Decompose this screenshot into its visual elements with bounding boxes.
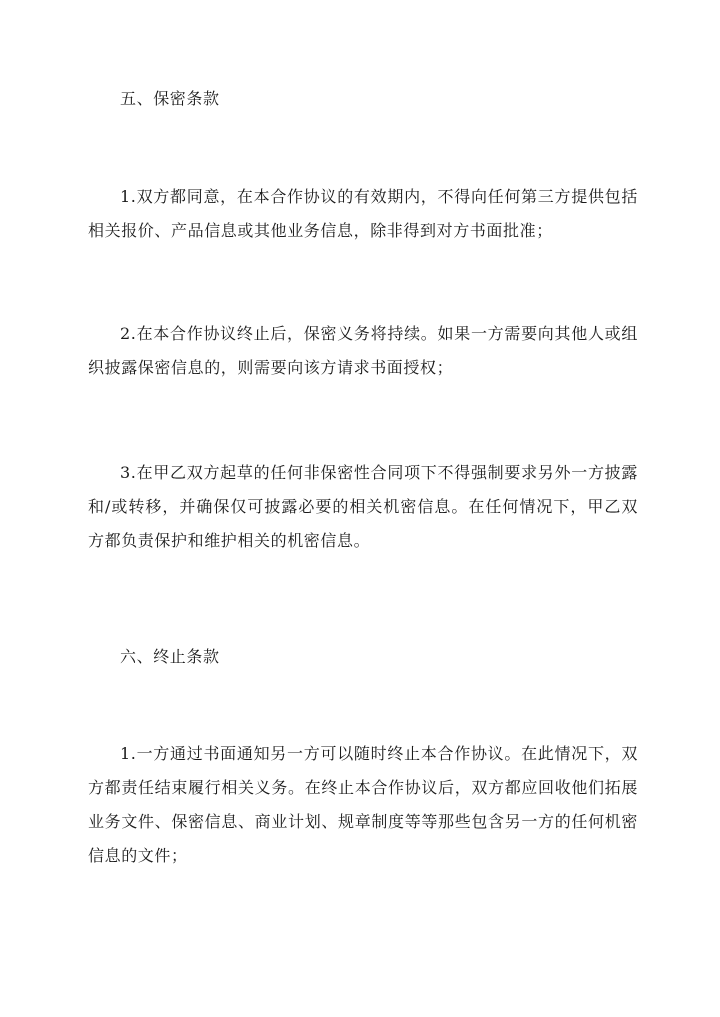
section-heading-confidentiality: 五、保密条款 <box>120 89 220 108</box>
confidentiality-clause-2: 2.在本合作协议终止后，保密义务将持续。如果一方需要向其他人或组织披露保密信息的，则需要向该方请求书面授权； <box>88 324 638 377</box>
section-heading-termination: 六、终止条款 <box>120 647 220 666</box>
confidentiality-clause-1: 1.双方都同意，在本合作协议的有效期内，不得向任何第三方提供包括相关报价、产品信息或其他业务信息，除非得到对方书面批准； <box>88 187 638 240</box>
termination-clause-1: 1.一方通过书面通知另一方可以随时终止本合作协议。在此情况下，双方都责任结束履行相关义务。在终止本合作协议后，双方都应回收他们拓展业务文件、保密信息、商业计划、规章制度等等那些包含另一方的任何机密信息的文件； <box>88 744 638 865</box>
confidentiality-clause-3: 3.在甲乙双方起草的任何非保密性合同项下不得强制要求另外一方披露和/或转移，并确保仅可披露必要的相关机密信息。在任何情况下，甲乙双方都负责保护和维护相关的机密信息。 <box>88 463 638 550</box>
